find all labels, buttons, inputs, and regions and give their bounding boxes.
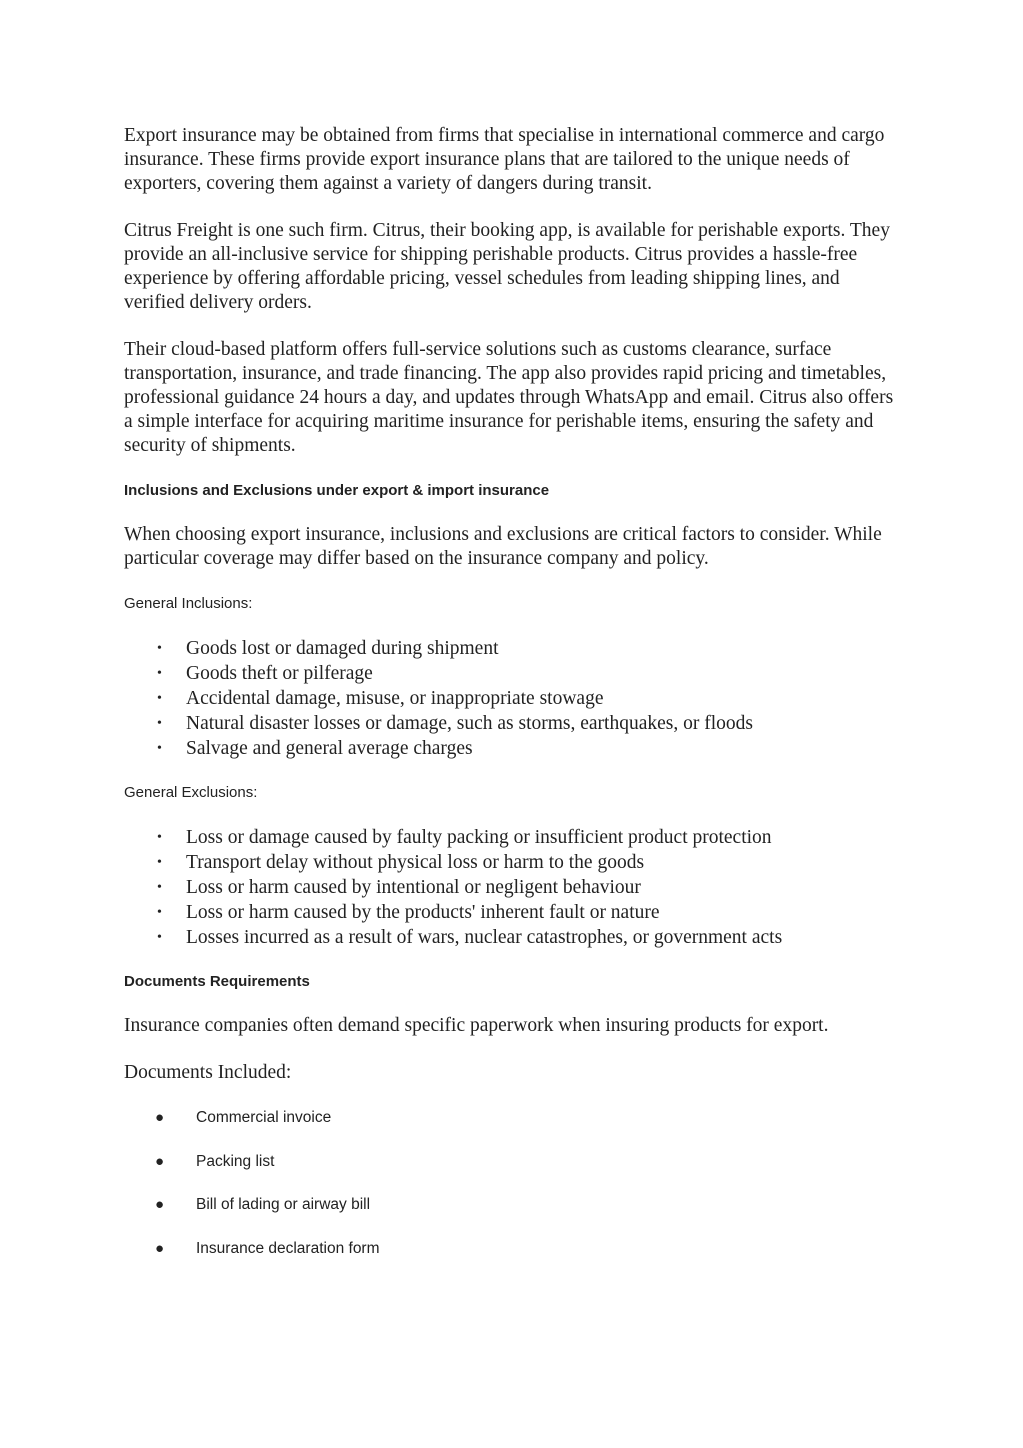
list-item: • Goods theft or pilferage [157, 663, 373, 684]
list-item: ● Commercial invoice [155, 1109, 332, 1126]
inclusions-intro-paragraph: When choosing export insurance, inclusions and exclusions are critical factors to consider. While particular coverage may differ based on the insurance company and policy. [124, 524, 882, 569]
bullet-icon: • [157, 691, 162, 706]
bullet-icon: ● [155, 1239, 165, 1257]
list-item: ● Insurance declaration form [155, 1239, 380, 1257]
bullet-icon: • [157, 830, 162, 845]
bullet-icon: • [157, 741, 162, 756]
list-item: • Goods lost or damaged during shipment [157, 638, 499, 659]
bullet-icon: • [157, 641, 162, 656]
exclusions-list [124, 825, 904, 950]
documents-list [124, 1108, 904, 1259]
list-item: • Loss or harm caused by the products' inherent fault or nature [157, 902, 660, 923]
general-exclusions-label: General Exclusions: [124, 784, 258, 801]
list-item: • Salvage and general average charges [157, 738, 473, 759]
list-item: • Transport delay without physical loss or harm to the goods [157, 852, 645, 873]
bullet-icon: • [157, 930, 162, 945]
list-item: ● Packing list [155, 1152, 275, 1170]
list-item: • Accidental damage, misuse, or inappropriate stowage [157, 688, 604, 709]
general-inclusions-label: General Inclusions: [124, 595, 253, 612]
list-item: • Losses incurred as a result of wars, nuclear catastrophes, or government acts [157, 927, 783, 948]
bullet-icon: ● [155, 1109, 165, 1126]
bullet-icon: • [157, 880, 162, 895]
section-heading-inclusions-exclusions: Inclusions and Exclusions under export & import insurance [124, 482, 550, 499]
intro-paragraph-3: Their cloud-based platform offers full-service solutions such as customs clearance, surface transportation, insurance, and trade financing. The app also provides rapid pricing and timetables, professional guidance 24 hours a day, and updates through WhatsApp and email. Citrus also offers a simple interface for acquiring maritime insurance for perishable items, ensuring the safety and security of shipments. [124, 339, 894, 456]
documents-intro-paragraph: Insurance companies often demand specific paperwork when insuring products for export. [124, 1015, 829, 1036]
list-item: ● Bill of lading or airway bill [155, 1196, 371, 1213]
list-item: • Loss or harm caused by intentional or negligent behaviour [157, 877, 641, 898]
bullet-icon: • [157, 855, 162, 870]
section-heading-documents-requirements: Documents Requirements [124, 973, 310, 990]
bullet-icon: ● [155, 1196, 165, 1213]
bullet-icon: ● [155, 1152, 165, 1170]
documents-included-label: Documents Included: [124, 1062, 292, 1083]
bullet-icon: • [157, 716, 162, 731]
intro-paragraph-2: Citrus Freight is one such firm. Citrus, their booking app, is available for perishable exports. They provide an all-inclusive service for shipping perishable products. Citrus provides a hassle-free experience by offering affordable pricing, vessel schedules from leading shipping lines, and verified delivery orders. [124, 220, 890, 313]
bullet-icon: • [157, 666, 162, 681]
intro-paragraph-1: Export insurance may be obtained from firms that specialise in international commerce and cargo insurance. These firms provide export insurance plans that are tailored to the unique needs of exporters, covering them against a variety of dangers during transit. [124, 125, 885, 194]
list-item: • Loss or damage caused by faulty packing or insufficient product protection [157, 827, 772, 848]
document-page [124, 124, 904, 1282]
list-item: • Natural disaster losses or damage, such as storms, earthquakes, or floods [157, 713, 753, 734]
inclusions-list [124, 636, 904, 761]
bullet-icon: • [157, 905, 162, 920]
